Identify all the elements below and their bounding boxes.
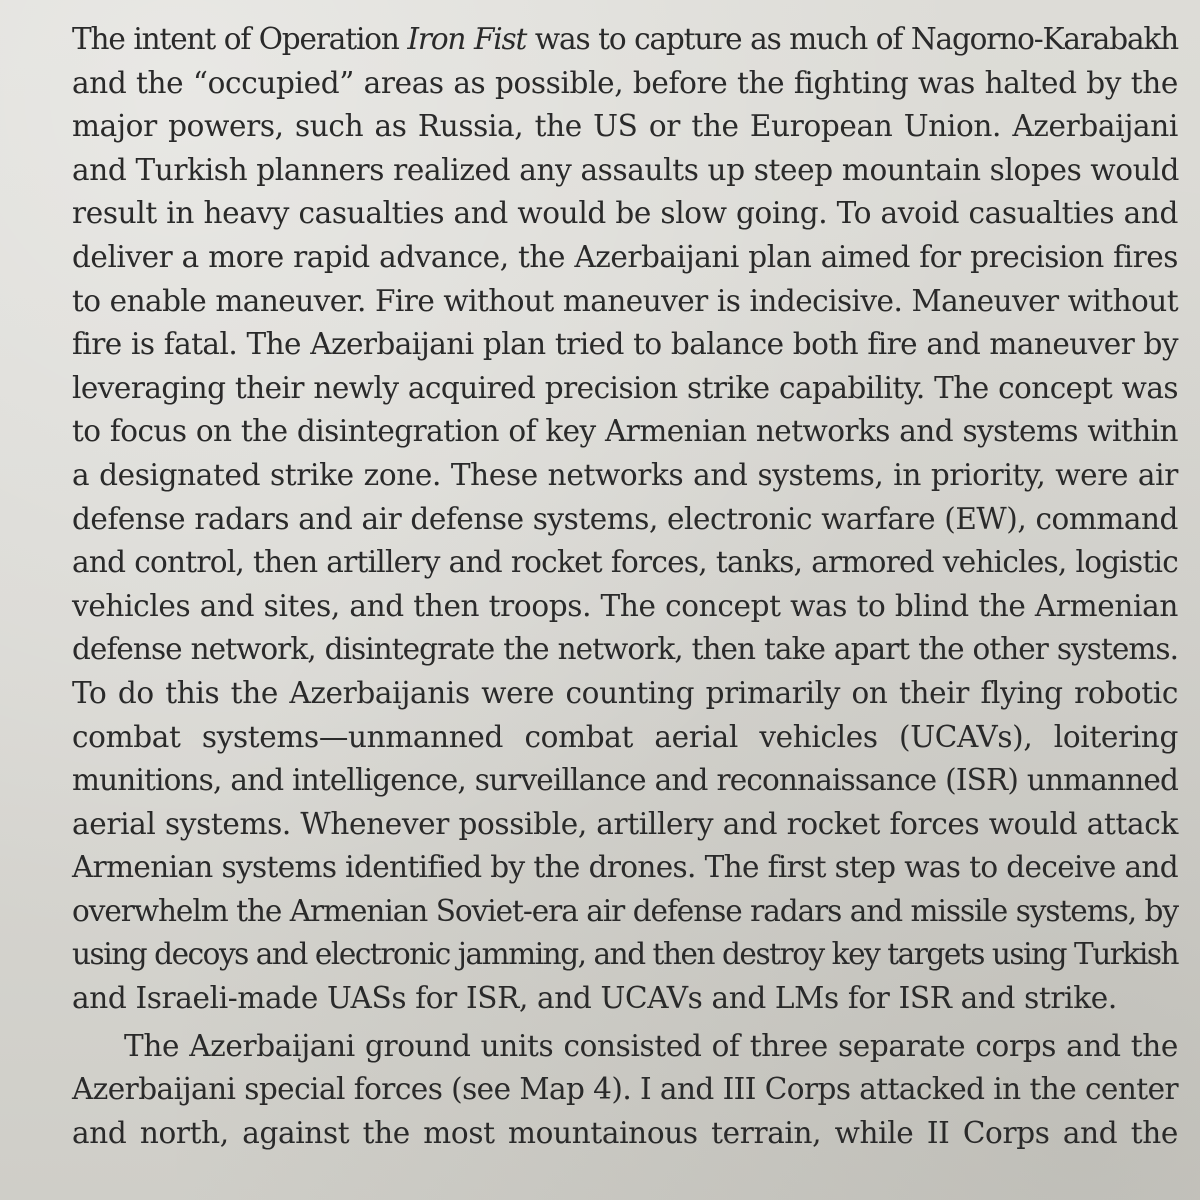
text-line: To do this the Azerbaijanis were counting primarily on their flying robotic: [72, 675, 1178, 710]
text-line: aerial systems. Whenever possible, artillery and rocket forces would attack: [72, 806, 1178, 841]
text-line: result in heavy casualties and would be slow going. To avoid casualties and: [72, 196, 1178, 231]
text-line: and Israeli-made UASs for ISR, and UCAVs and LMs for ISR and strike.: [72, 981, 1117, 1016]
text-line: Armenian systems identified by the drones. The first step was to deceive and: [72, 850, 1178, 885]
text-line: Azerbaijani special forces (see Map 4). I and III Corps attacked in the center: [72, 1072, 1179, 1107]
text-line: [72, 18, 1178, 62]
text-line: The Azerbaijani ground units consisted of three separate corps and the: [124, 1028, 1178, 1063]
text-line: vehicles and sites, and then troops. The concept was to blind the Armenian: [72, 588, 1178, 623]
text-line: and north, against the most mountainous terrain, while II Corps and the: [72, 1115, 1178, 1150]
text-run: was to capture as much of Nagorno-Karabakh: [526, 22, 1178, 56]
text-run: The intent of Operation: [72, 22, 408, 56]
text-line: a designated strike zone. These networks and systems, in priority, were air: [72, 457, 1178, 492]
operation-name-italic: Iron Fist: [407, 22, 527, 56]
text-line: to enable maneuver. Fire without maneuver is indecisive. Maneuver without: [72, 283, 1178, 318]
text-line: to focus on the disintegration of key Armenian networks and systems within: [72, 414, 1178, 449]
text-line: defense radars and air defense systems, electronic warfare (EW), command: [72, 501, 1178, 536]
text-line: and Turkish planners realized any assaults up steep mountain slopes would: [72, 152, 1179, 187]
text-line: deliver a more rapid advance, the Azerbaijani plan aimed for precision fires: [72, 239, 1178, 274]
text-line: overwhelm the Armenian Soviet-era air defense radars and missile systems, by: [72, 893, 1178, 928]
text-line: major powers, such as Russia, the US or the European Union. Azerbaijani: [72, 109, 1178, 144]
text-line: using decoys and electronic jamming, and then destroy key targets using Turkish: [72, 937, 1179, 972]
text-line: leveraging their newly acquired precision strike capability. The concept was: [72, 370, 1178, 405]
text-line: munitions, and intelligence, surveillance and reconnaissance (ISR) unmanned: [72, 763, 1178, 798]
text-line: combat systems—unmanned combat aerial vehicles (UCAVs), loitering: [72, 719, 1178, 754]
text-line: and the “occupied” areas as possible, before the fighting was halted by the: [72, 65, 1178, 100]
text-line: fire is fatal. The Azerbaijani plan tried to balance both fire and maneuver by: [72, 327, 1178, 362]
text-line: defense network, disintegrate the network, then take apart the other systems.: [72, 632, 1178, 667]
body-text: [72, 18, 1178, 1155]
text-line: and control, then artillery and rocket forces, tanks, armored vehicles, logistic: [72, 545, 1178, 580]
